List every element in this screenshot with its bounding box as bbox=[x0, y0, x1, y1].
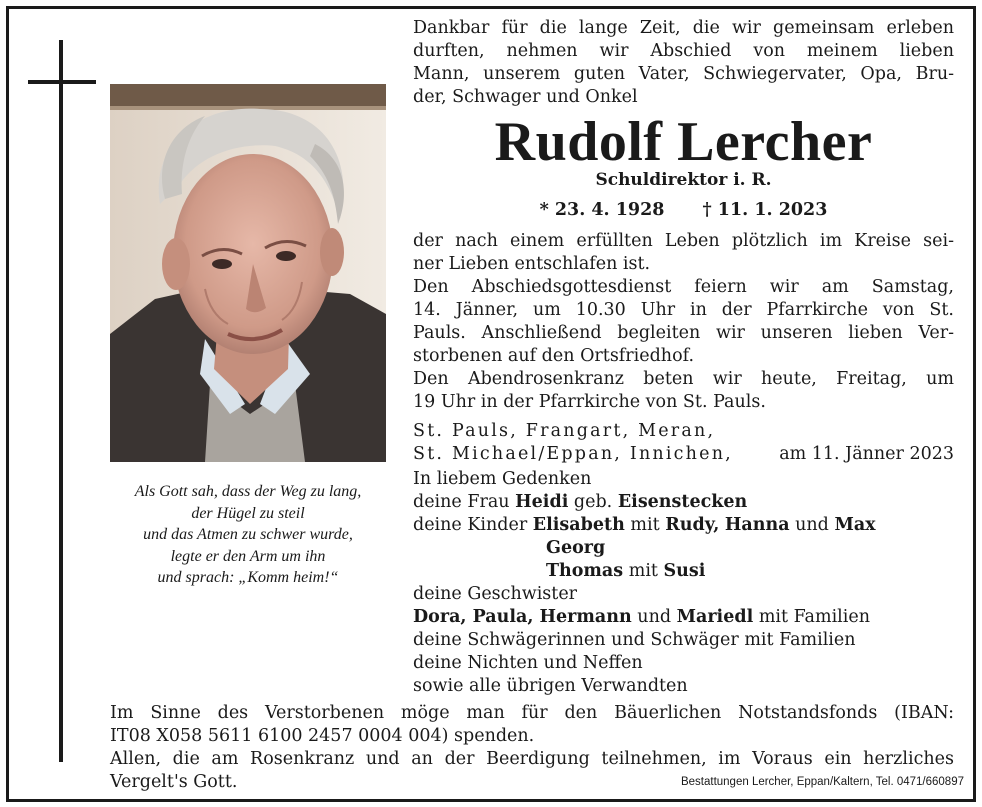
mourner-children-cont bbox=[546, 537, 605, 559]
sibling-name: Mariedl bbox=[676, 607, 754, 627]
mourner-line: deine Nichten und Neffen bbox=[413, 653, 643, 673]
body-line: Den Abschiedsgottesdienst feiern wir am Samstag, bbox=[413, 277, 954, 297]
intro-line: Dankbar für die lange Zeit, die wir gemeinsam erleben bbox=[413, 18, 954, 38]
mourner-line: sowie alle übrigen Verwandten bbox=[413, 676, 688, 696]
donation-line: Im Sinne des Verstorbenen möge man für den Bäuerlichen Notstandsfonds (IBAN: bbox=[110, 703, 954, 723]
body-line: der nach einem erfüllten Leben plötzlich im Kreise sei- bbox=[413, 231, 954, 251]
poem-quote bbox=[108, 481, 388, 589]
wife-geb: geb. bbox=[573, 492, 613, 512]
connector-word: und bbox=[795, 515, 829, 535]
mourner-line: deine Schwägerinnen und Schwäger mit Familien bbox=[413, 630, 856, 650]
poem-line: und sprach: „Komm heim!“ bbox=[157, 569, 339, 586]
mourner-children bbox=[413, 514, 876, 536]
children-prefix: deine Kinder bbox=[413, 515, 528, 535]
mourner-wife bbox=[413, 491, 747, 513]
body-line: Pauls. Anschließend begleiten wir unseren lieben Ver- bbox=[413, 323, 954, 343]
sibling-names: Dora, Paula, Hermann bbox=[413, 607, 632, 627]
donation-line: IT08 X058 5611 6100 2457 0004 004) spenden. bbox=[110, 726, 535, 746]
wife-maiden-name: Eisenstecken bbox=[617, 492, 748, 512]
thanks-line: Vergelt's Gott. bbox=[110, 772, 238, 792]
places-date-line bbox=[413, 443, 954, 465]
poem-line: Als Gott sah, dass der Weg zu lang, bbox=[134, 483, 362, 500]
birth-date: * 23. 4. 1928 bbox=[539, 200, 665, 220]
portrait-photo bbox=[110, 84, 386, 462]
child-name: Hanna bbox=[724, 515, 790, 535]
body-line: storbenen auf den Ortsfriedhof. bbox=[413, 346, 695, 366]
body-line: 14. Jänner, um 10.30 Uhr in der Pfarrkirche von St. bbox=[413, 300, 954, 320]
deceased-title: Schuldirektor i. R. bbox=[595, 170, 772, 190]
thanks-line: Allen, die am Rosenkranz und an der Beerdigung teilnehmen, im Voraus ein herzliches bbox=[110, 749, 954, 769]
partner-name: Rudy, bbox=[665, 515, 720, 535]
connector-word: und bbox=[637, 607, 672, 627]
life-dates bbox=[413, 200, 954, 220]
child-name: Georg bbox=[546, 538, 606, 558]
death-date: † 11. 1. 2023 bbox=[702, 200, 828, 220]
intro-line: der, Schwager und Onkel bbox=[413, 87, 638, 107]
places-line: St. Michael/Eppan, Innichen, bbox=[413, 444, 733, 464]
mourner-children-cont bbox=[546, 560, 705, 582]
child-name: Elisabeth bbox=[532, 515, 625, 535]
poem-line: und das Atmen zu schwer wurde, bbox=[143, 526, 353, 543]
cross-vertical-bar bbox=[59, 40, 63, 762]
mourners-heading: In liebem Gedenken bbox=[413, 469, 592, 489]
partner-name: Susi bbox=[663, 561, 706, 581]
funeral-home-credit: Bestattungen Lercher, Eppan/Kaltern, Tel. 0471/660897 bbox=[680, 776, 964, 788]
body-line: 19 Uhr in der Pfarrkirche von St. Pauls. bbox=[413, 392, 766, 412]
sibling-suffix: mit Familien bbox=[758, 607, 870, 627]
intro-line: Mann, unserem guten Vater, Schwiegervater, Opa, Bru- bbox=[413, 64, 954, 84]
cross-horizontal-bar bbox=[28, 80, 96, 84]
child-name: Thomas bbox=[546, 561, 624, 581]
siblings-label: deine Geschwister bbox=[413, 584, 578, 604]
notice-date: am 11. Jänner 2023 bbox=[779, 444, 954, 464]
poem-line: legte er den Arm um ihn bbox=[170, 547, 326, 565]
wife-prefix: deine Frau bbox=[413, 492, 510, 512]
deceased-name: Rudolf Lercher bbox=[494, 111, 873, 173]
intro-line: durften, nehmen wir Abschied von meinem lieben bbox=[413, 41, 954, 61]
wife-name: Heidi bbox=[515, 492, 569, 512]
body-line: Den Abendrosenkranz beten wir heute, Freitag, um bbox=[413, 369, 954, 389]
poem-line: der Hügel zu steil bbox=[191, 504, 305, 522]
mourner-siblings bbox=[413, 606, 870, 628]
places-line: St. Pauls, Frangart, Meran, bbox=[413, 421, 716, 441]
body-line: ner Lieben entschlafen ist. bbox=[413, 254, 651, 274]
child-name: Max bbox=[834, 515, 876, 535]
connector-word: mit bbox=[630, 515, 660, 535]
connector-word: mit bbox=[628, 561, 658, 581]
